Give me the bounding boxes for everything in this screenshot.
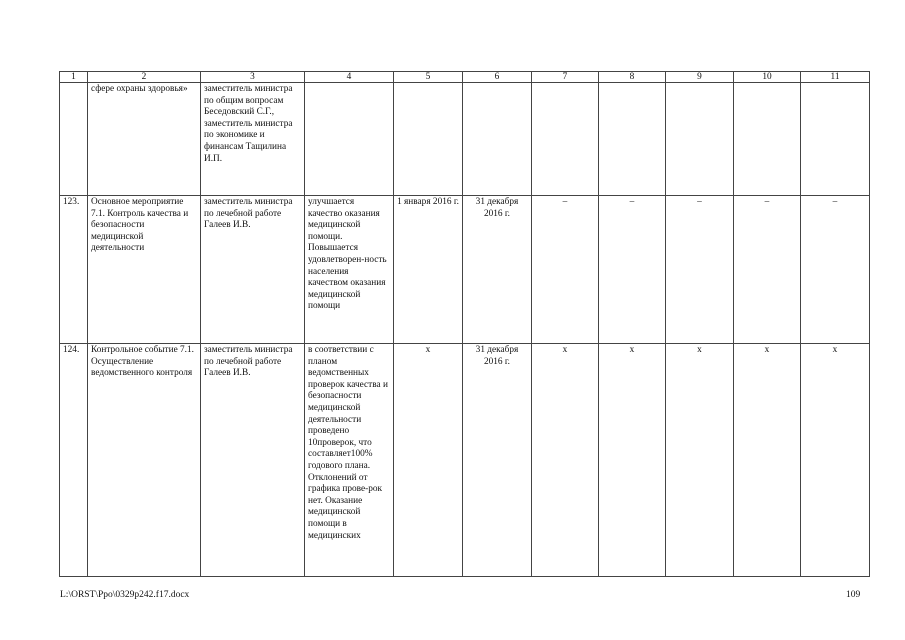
column-header: 7 xyxy=(532,72,599,83)
cell-col11: x xyxy=(801,344,870,577)
start-date: 1 января 2016 г. xyxy=(394,196,463,344)
page-number: 109 xyxy=(846,590,861,600)
end-date: 31 декабря 2016 г. xyxy=(463,344,532,577)
row-number: 123. xyxy=(60,196,88,344)
row-number: 124. xyxy=(60,344,88,577)
document-table xyxy=(59,71,870,577)
end-date xyxy=(463,83,532,196)
column-header: 5 xyxy=(394,72,463,83)
cell-col10: x xyxy=(734,344,801,577)
cell-col9: x xyxy=(666,344,734,577)
cell-col7: x xyxy=(532,344,599,577)
measure-name: Контрольное событие 7.1. Осуществление ведомственного контроля xyxy=(88,344,201,577)
table-row xyxy=(60,83,870,196)
cell-col9 xyxy=(666,83,734,196)
cell-col8: x xyxy=(599,344,666,577)
cell-col7 xyxy=(532,83,599,196)
measure-name: Основное мероприятие 7.1. Контроль качества и безопасности медицинской деятельности xyxy=(88,196,201,344)
column-header: 9 xyxy=(666,72,734,83)
cell-col8 xyxy=(599,83,666,196)
table-row xyxy=(60,196,870,344)
end-date: 31 декабря 2016 г. xyxy=(463,196,532,344)
column-header: 1 xyxy=(60,72,88,83)
column-header: 3 xyxy=(201,72,305,83)
column-header: 4 xyxy=(305,72,394,83)
cell-col10: – xyxy=(734,196,801,344)
cell-col9: – xyxy=(666,196,734,344)
start-date xyxy=(394,83,463,196)
row-number xyxy=(60,83,88,196)
start-date: x xyxy=(394,344,463,577)
cell-col10 xyxy=(734,83,801,196)
responsible-person: заместитель министра по лечебной работе Галеев И.В. xyxy=(201,196,305,344)
expected-result: в соответствии с планом ведомственных проверок качества и безопасности медицинской деятельности проведено 10проверок, что составляет100% годового плана. Отклонений от графика прове-рок нет. Оказание медицинской помощи в медицинских xyxy=(305,344,394,577)
table-row xyxy=(60,344,870,577)
column-header: 10 xyxy=(734,72,801,83)
cell-col11: – xyxy=(801,196,870,344)
expected-result xyxy=(305,83,394,196)
column-number-row xyxy=(60,72,870,83)
responsible-person: заместитель министра по лечебной работе Галеев И.В. xyxy=(201,344,305,577)
cell-col11 xyxy=(801,83,870,196)
file-path-footer: L:\ORST\Ppo\0329p242.f17.docx xyxy=(60,590,190,600)
column-header: 8 xyxy=(599,72,666,83)
column-header: 11 xyxy=(801,72,870,83)
column-header: 2 xyxy=(88,72,201,83)
cell-col7: – xyxy=(532,196,599,344)
responsible-person: заместитель министра по общим вопросам Беседовский С.Г., заместитель министра по экономике и финансам Тащилина И.П. xyxy=(201,83,305,196)
measure-name: сфере охраны здоровья» xyxy=(88,83,201,196)
expected-result: улучшается качество оказания медицинской помощи. Повышается удовлетворен-ность населения качеством оказания медицинской помощи xyxy=(305,196,394,344)
cell-col8: – xyxy=(599,196,666,344)
column-header: 6 xyxy=(463,72,532,83)
